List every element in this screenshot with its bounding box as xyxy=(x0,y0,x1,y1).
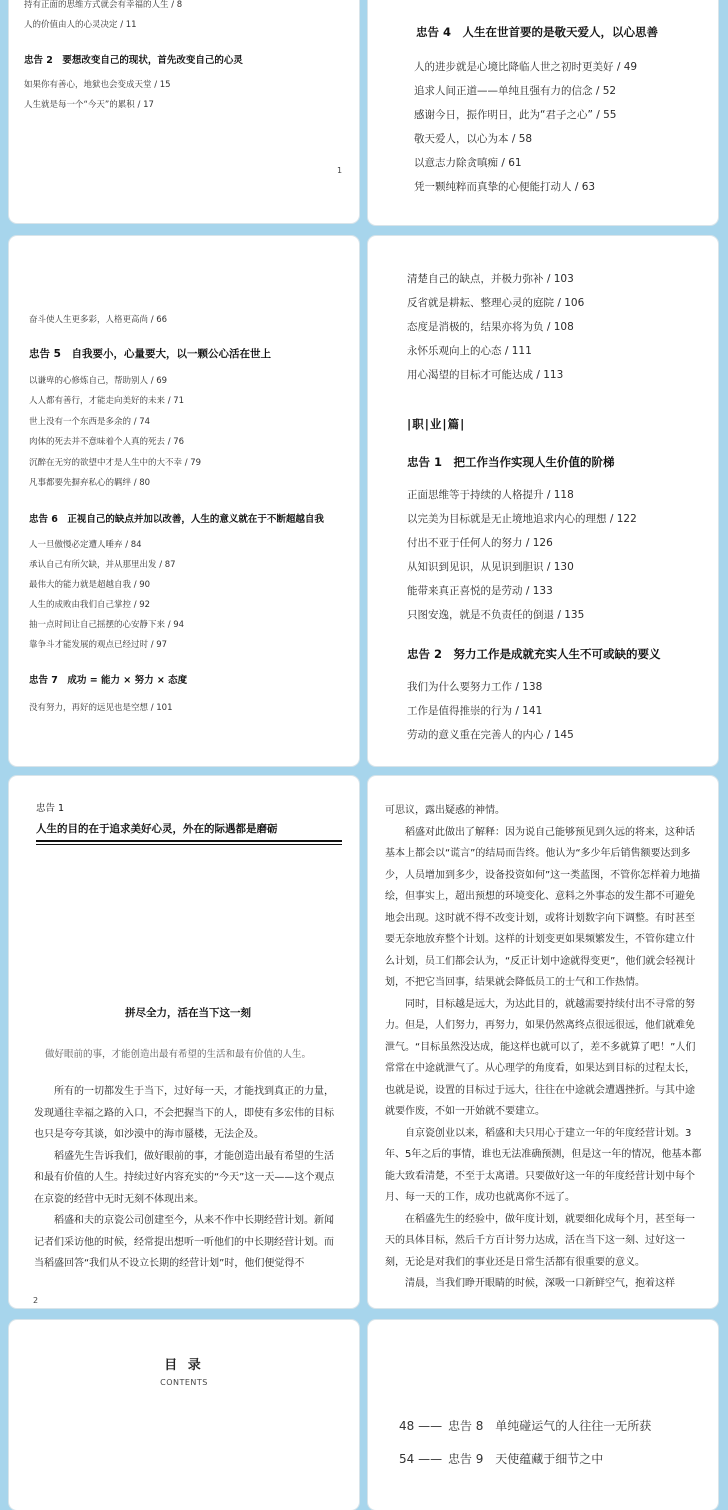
toc-entry: 我们为什么要努力工作 / 138 xyxy=(407,681,543,693)
toc-entry: 人的价值由人的心灵决定 / 11 xyxy=(24,20,137,30)
toc-entry: 劳动的意义重在完善人的内心 / 145 xyxy=(407,729,574,741)
toc-entry: 靠争斗才能发展的观点已经过时 / 97 xyxy=(29,640,168,650)
toc-entry: 工作是值得推崇的行为 / 141 xyxy=(407,705,543,717)
toc-entry: 敬天爱人，以心为本 / 58 xyxy=(414,133,533,145)
section-title: 拼尽全力，活在当下这一刻 xyxy=(125,1007,251,1019)
contents-text: 单纯碰运气的人往往一无所获 xyxy=(495,1419,652,1433)
paragraph: 同时，目标越是远大，为达此目的，就越需要持续付出不寻常的努力。但是，人们努力，再努力，如果仍然离终点很远很远，他们就难免泄气。“目标虽然没达成，能这样也就可以了，差不多就算了吧！”人们常常在中途就泄气了。从心理学的角度看，如果达到目标的过程太长，也就是说，设置的目标过于远大，往往在中途就会遭遇挫折。与其中途就要作废，不如一开始就不要建立。 xyxy=(385,998,696,1117)
toc-entry: 用心渴望的目标才可能达成 / 113 xyxy=(407,369,564,381)
contents-page-number: 54 xyxy=(399,1452,415,1466)
book-page-7 xyxy=(9,1320,359,1510)
contents-subtitle: CONTENTS xyxy=(160,1378,208,1387)
toc-entry: 人人都有善行，才能走向美好的未来 / 71 xyxy=(29,396,185,406)
chapter-title: 人生的目的在于追求美好心灵，外在的际遇都是磨砺 xyxy=(36,823,278,835)
page-number: 2 xyxy=(33,1296,39,1305)
contents-page-number: 48 xyxy=(399,1419,415,1433)
toc-entry: 凡事都要先摒弃私心的羁绊 / 80 xyxy=(29,478,151,488)
toc-entry: 抽一点时间让自己摇摆的心安静下来 / 94 xyxy=(29,620,185,630)
body-text xyxy=(385,800,703,1295)
contents-title: 目 录 xyxy=(164,1358,204,1373)
toc-entry: 反省就是耕耘、整理心灵的庭院 / 106 xyxy=(407,297,585,309)
toc-entry: 最伟大的能力就是超越自我 / 90 xyxy=(29,580,151,590)
toc-entry: 人的进步就是心境比降临人世之初时更美好 / 49 xyxy=(414,61,638,73)
toc-entry: 追求人间正道——单纯且强有力的信念 / 52 xyxy=(414,85,617,97)
toc-entry: 世上没有一个东西是多余的 / 74 xyxy=(29,417,151,427)
toc-entry: 感谢今日，振作明日，此为“君子之心” / 55 xyxy=(414,109,617,121)
toc-entry: 以意志力除贪嗔痴 / 61 xyxy=(414,157,522,169)
book-page-4 xyxy=(368,236,718,766)
page-number: 1 xyxy=(337,166,343,175)
book-page-3 xyxy=(9,236,359,766)
toc-entry: 能带来真正喜悦的是劳动 / 133 xyxy=(407,585,553,597)
toc-heading: 忠告 1 把工作当作实现人生价值的阶梯 xyxy=(407,455,615,469)
toc-heading: 忠告 6 正视自己的缺点并加以改善，人生的意义就在于不断超越自我 xyxy=(29,514,324,525)
book-page-8 xyxy=(368,1320,718,1510)
paragraph: 稻盛和夫的京瓷公司创建至今，从来不作中长期经营计划。新闻记者们采访他的时候，经常提出想听一听他们的中长期经营计划。而当稻盛回答“我们从不设立长期的经营计划”时，他们便觉得不 xyxy=(34,1215,334,1269)
paragraph: 自京瓷创业以来，稻盛和夫只用心于建立一年的年度经营计划。3年、5年之后的事情，谁也无法准确预测，但是这一年的情况，他基本都能大致看清楚，不至于太离谱。只要做好这一年的年度经营计划中每个月、每一天的工作，成功也就离你不远了。 xyxy=(385,1127,702,1203)
toc-heading: 忠告 2 努力工作是成就充实人生不可或缺的要义 xyxy=(407,647,661,661)
toc-entry: 奋斗使人生更多彩，人格更高尚 / 66 xyxy=(29,315,168,325)
paragraph: 稻盛对此做出了解释：因为说自己能够预见到久远的将来，这种话基本上都会以“谎言”的结局而告终。他认为“多少年后销售额要达到多少，人员增加到多少，设备投资如何”这一类蓝图，不管你怎样着力地描绘，但事实上，超出预想的环境变化、意料之外事态的发生都不可避免地会出现。这时就不得不改变计划，或将计划数字向下调整。有时甚至要无奈地放弃整个计划。这样的计划变更如果频繁发生，不管你建立什么计划，员工们都会认为，“反正计划中途就得变更”，他们就会轻视计划，不把它当回事，结果就会降低员工的士气和工作热情。 xyxy=(385,826,701,988)
book-page-6 xyxy=(368,776,718,1308)
toc-entry: 从知识到见识，从见识到胆识 / 130 xyxy=(407,561,574,573)
epigraph: 做好眼前的事，才能创造出最有希望的生活和最有价值的人生。 xyxy=(45,1049,312,1060)
paragraph: 可思议，露出疑惑的神情。 xyxy=(385,805,505,816)
contents-text: 天使蕴藏于细节之中 xyxy=(495,1452,604,1466)
toc-entry: 肉体的死去并不意味着个人真的死去 / 76 xyxy=(29,437,185,447)
toc-heading: 忠告 4 人生在世首要的是敬天爱人，以心思善 xyxy=(416,25,659,39)
toc-entry: 人一旦傲慢必定遭人唾弃 / 84 xyxy=(29,540,142,550)
toc-entry: 持有正面的思维方式就会有幸福的人生 / 8 xyxy=(24,0,183,10)
toc-entry: 如果你有善心，地狱也会变成天堂 / 15 xyxy=(24,80,171,90)
book-page-5 xyxy=(9,776,359,1308)
toc-entry: 只图安逸，就是不负责任的倒退 / 135 xyxy=(407,609,585,621)
toc-entry: 人生的成败由我们自己掌控 / 92 xyxy=(29,600,151,610)
paragraph: 清晨，当我们睁开眼睛的时候，深吸一口新鲜空气，抱着这样 xyxy=(405,1278,675,1289)
toc-entry: 人生就是每一个“今天”的累积 / 17 xyxy=(24,100,154,110)
toc-heading: 忠告 7 成功 = 能力 × 努力 × 态度 xyxy=(29,675,188,686)
toc-entry: 承认自己有所欠缺，并从那里出发 / 87 xyxy=(29,560,176,570)
paragraph: 所有的一切都发生于当下，过好每一天，才能找到真正的力量，发现通往幸福之路的入口，不会把握当下的人，即使有多宏伟的目标也只是夸夸其谈，如沙漠中的海市蜃楼，无法企及。 xyxy=(34,1086,334,1140)
title-rule xyxy=(36,840,342,842)
toc-entry: 凭一颗纯粹而真挚的心便能打动人 / 63 xyxy=(414,181,596,193)
toc-entry: 永怀乐观向上的心态 / 111 xyxy=(407,345,532,357)
toc-entry: 以谦卑的心修炼自己，帮助别人 / 69 xyxy=(29,376,168,386)
contents-label: 忠告 9 xyxy=(447,1452,484,1466)
contents-dash: —— xyxy=(418,1452,443,1466)
contents-row xyxy=(399,1417,651,1434)
toc-entry: 没有努力，再好的远见也是空想 / 101 xyxy=(29,703,173,713)
toc-entry: 清楚自己的缺点，并极力弥补 / 103 xyxy=(407,273,574,285)
body-text xyxy=(34,1081,340,1275)
contents-row xyxy=(399,1450,603,1467)
paragraph: 稻盛先生告诉我们，做好眼前的事，才能创造出最有希望的生活和最有价值的人生。持续过好内容充实的“今天”这一天——这个观点在京瓷的经营中无时无刻不体现出来。 xyxy=(34,1150,335,1205)
section-title: |职|业|篇| xyxy=(407,417,466,431)
contents-dash: —— xyxy=(418,1419,443,1433)
toc-entry: 付出不亚于任何人的努力 / 126 xyxy=(407,537,553,549)
toc-entry: 沉醉在无穷的欲望中才是人生中的大不幸 / 79 xyxy=(29,458,202,468)
chapter-label: 忠告 1 xyxy=(36,803,65,814)
book-page-2 xyxy=(368,0,718,225)
toc-heading: 忠告 5 自我要小，心量要大，以一颗公心活在世上 xyxy=(29,348,271,360)
toc-entry: 以完美为目标就是无止境地追求内心的理想 / 122 xyxy=(407,513,637,525)
paragraph: 在稻盛先生的经验中，做年度计划，就要细化成每个月，甚至每一天的具体目标，然后千方百计努力达成，活在当下这一刻、过好这一刻，无论是对我们的事业还是日常生活都有很重要的意义。 xyxy=(385,1213,695,1268)
toc-entry: 态度是消极的，结果亦将为负 / 108 xyxy=(407,321,574,333)
contents-label: 忠告 8 xyxy=(447,1419,484,1433)
book-page-1 xyxy=(9,0,359,223)
toc-entry: 正面思维等于持续的人格提升 / 118 xyxy=(407,489,574,501)
title-rule-thin xyxy=(36,844,342,845)
toc-heading: 忠告 2 要想改变自己的现状，首先改变自己的心灵 xyxy=(24,55,243,66)
